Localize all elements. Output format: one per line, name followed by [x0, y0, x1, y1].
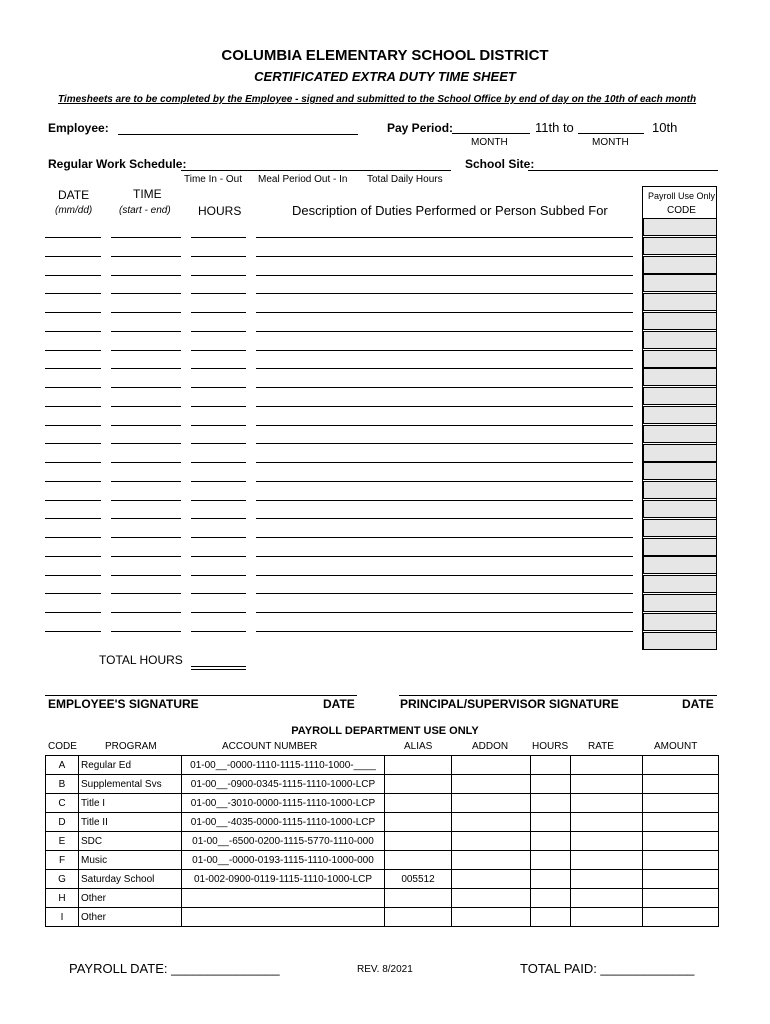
- payroll-code-cell[interactable]: [643, 500, 717, 518]
- payroll-code: I: [46, 908, 79, 927]
- payroll-account: 01-00__-0000-0193-1115-1110-1000-000: [182, 851, 385, 870]
- hours-cell[interactable]: [191, 275, 246, 276]
- payroll-code: G: [46, 870, 79, 889]
- hours-cell[interactable]: [191, 293, 246, 294]
- payroll-program: Title I: [79, 794, 182, 813]
- payroll-row: [46, 889, 719, 908]
- schedule-label: Regular Work Schedule:: [48, 157, 187, 171]
- description-cell[interactable]: [256, 481, 633, 482]
- date-cell[interactable]: [45, 443, 101, 444]
- hours-cell[interactable]: [191, 500, 246, 501]
- payroll-alias: [385, 889, 452, 908]
- payroll-alias: [385, 908, 452, 927]
- date-cell[interactable]: [45, 556, 101, 557]
- description-cell[interactable]: [256, 518, 633, 519]
- payroll-program: Other: [79, 908, 182, 927]
- time-cell[interactable]: [111, 256, 181, 257]
- hours-cell[interactable]: [191, 256, 246, 257]
- pt-col-amount: AMOUNT: [654, 741, 698, 752]
- school-site-field[interactable]: [528, 170, 718, 171]
- date-cell[interactable]: [45, 500, 101, 501]
- code-header: CODE: [667, 205, 696, 216]
- payroll-addon-cell[interactable]: [452, 832, 531, 851]
- form-subtitle: CERTIFICATED EXTRA DUTY TIME SHEET: [254, 69, 516, 84]
- hours-cell[interactable]: [191, 518, 246, 519]
- time-cell[interactable]: [111, 537, 181, 538]
- hours-cell[interactable]: [191, 350, 246, 351]
- payroll-code-cell[interactable]: [643, 331, 717, 349]
- payroll-addon-cell[interactable]: [452, 908, 531, 927]
- payroll-code-cell[interactable]: [643, 519, 717, 537]
- hours-cell[interactable]: [191, 406, 246, 407]
- payroll-amount-cell[interactable]: [643, 832, 719, 851]
- payroll-row: [46, 794, 719, 813]
- time-cell[interactable]: [111, 387, 181, 388]
- payroll-rate-cell[interactable]: [571, 889, 643, 908]
- payroll-code-cell[interactable]: [643, 293, 717, 311]
- payroll-addon-cell[interactable]: [452, 775, 531, 794]
- hours-cell[interactable]: [191, 462, 246, 463]
- date-cell[interactable]: [45, 612, 101, 613]
- payroll-code-cell[interactable]: [643, 444, 717, 462]
- hours-cell[interactable]: [191, 556, 246, 557]
- payroll-code-cell[interactable]: [643, 632, 717, 650]
- payroll-amount-cell[interactable]: [643, 908, 719, 927]
- date-cell[interactable]: [45, 481, 101, 482]
- payroll-row: [46, 908, 719, 927]
- payroll-row: [46, 756, 719, 775]
- payroll-rate-cell[interactable]: [571, 870, 643, 889]
- payroll-hours-cell[interactable]: [531, 832, 571, 851]
- total-hours-label: TOTAL HOURS: [99, 653, 183, 667]
- employee-field[interactable]: [118, 134, 358, 135]
- hours-cell[interactable]: [191, 387, 246, 388]
- payroll-code-cell[interactable]: [643, 312, 717, 330]
- date-cell[interactable]: [45, 462, 101, 463]
- principal-signature-line[interactable]: [399, 695, 717, 696]
- time-in-out-label: Time In - Out: [184, 174, 242, 185]
- payroll-code-cell[interactable]: [643, 425, 717, 443]
- payroll-code-cell[interactable]: [643, 594, 717, 612]
- payroll-code: C: [46, 794, 79, 813]
- payroll-rate-cell[interactable]: [571, 851, 643, 870]
- payroll-row: [46, 832, 719, 851]
- payroll-amount-cell[interactable]: [643, 794, 719, 813]
- payroll-addon-cell[interactable]: [452, 870, 531, 889]
- time-cell[interactable]: [111, 350, 181, 351]
- payroll-amount-cell[interactable]: [643, 813, 719, 832]
- time-cell[interactable]: [111, 443, 181, 444]
- payroll-program: Title II: [79, 813, 182, 832]
- payroll-code-cell[interactable]: [643, 368, 717, 386]
- school-site-label: School Site:: [465, 157, 535, 171]
- description-cell[interactable]: [256, 256, 633, 257]
- pt-col-hours: HOURS: [532, 741, 569, 752]
- hours-cell[interactable]: [191, 593, 246, 594]
- description-cell[interactable]: [256, 312, 633, 313]
- payroll-amount-cell[interactable]: [643, 870, 719, 889]
- schedule-field[interactable]: [181, 170, 451, 171]
- principal-signature-label: PRINCIPAL/SUPERVISOR SIGNATURE: [400, 697, 619, 711]
- hours-cell[interactable]: [191, 537, 246, 538]
- payroll-addon-cell[interactable]: [452, 851, 531, 870]
- date-cell[interactable]: [45, 275, 101, 276]
- payroll-row: [46, 813, 719, 832]
- payroll-alias: [385, 851, 452, 870]
- payroll-program: Saturday School: [79, 870, 182, 889]
- payroll-amount-cell[interactable]: [643, 775, 719, 794]
- total-hours-underline: [191, 669, 246, 670]
- payroll-program: Music: [79, 851, 182, 870]
- description-cell[interactable]: [256, 293, 633, 294]
- pt-col-code: CODE: [48, 741, 77, 752]
- date-header: DATE: [58, 188, 90, 202]
- payroll-hours-cell[interactable]: [531, 889, 571, 908]
- payroll-amount-cell[interactable]: [643, 889, 719, 908]
- description-cell[interactable]: [256, 275, 633, 276]
- payroll-program: Regular Ed: [79, 756, 182, 775]
- payroll-code-cell[interactable]: [643, 575, 717, 593]
- payroll-row: [46, 775, 719, 794]
- date-cell[interactable]: [45, 331, 101, 332]
- pay-month-2-field[interactable]: [578, 133, 644, 134]
- date-format: (mm/dd): [55, 205, 93, 216]
- payroll-use-header: Payroll Use Only: [648, 191, 716, 201]
- time-header: TIME: [133, 187, 162, 201]
- payroll-account: 01-00__-3010-0000-1115-1110-1000-LCP: [182, 794, 385, 813]
- date-cell[interactable]: [45, 425, 101, 426]
- payroll-alias: [385, 813, 452, 832]
- month-label-2: MONTH: [592, 137, 629, 148]
- total-paid: TOTAL PAID: _____________: [520, 961, 695, 976]
- employee-signature-line[interactable]: [45, 695, 357, 696]
- payroll-hours-cell[interactable]: [531, 775, 571, 794]
- pay-period-label: Pay Period:: [387, 121, 454, 135]
- payroll-code: H: [46, 889, 79, 908]
- payroll-code-cell[interactable]: [643, 256, 717, 274]
- pt-col-addon: ADDON: [472, 741, 509, 752]
- payroll-code-cell[interactable]: [643, 481, 717, 499]
- time-cell[interactable]: [111, 275, 181, 276]
- time-cell[interactable]: [111, 518, 181, 519]
- time-cell[interactable]: [111, 556, 181, 557]
- district-title: COLUMBIA ELEMENTARY SCHOOL DISTRICT: [221, 47, 549, 64]
- payroll-rate-cell[interactable]: [571, 794, 643, 813]
- description-cell[interactable]: [256, 575, 633, 576]
- payroll-code-cell[interactable]: [643, 462, 717, 480]
- date-cell[interactable]: [45, 593, 101, 594]
- hours-cell[interactable]: [191, 481, 246, 482]
- total-hours-field[interactable]: [191, 666, 246, 667]
- month-label-1: MONTH: [471, 137, 508, 148]
- description-cell[interactable]: [256, 425, 633, 426]
- payroll-addon-cell[interactable]: [452, 889, 531, 908]
- payroll-program: SDC: [79, 832, 182, 851]
- date-cell[interactable]: [45, 237, 101, 238]
- payroll-rate-cell[interactable]: [571, 813, 643, 832]
- hours-cell[interactable]: [191, 443, 246, 444]
- employee-date-label: DATE: [323, 697, 355, 711]
- hours-cell[interactable]: [191, 612, 246, 613]
- payroll-code-cell[interactable]: [643, 218, 717, 236]
- hours-cell[interactable]: [191, 237, 246, 238]
- description-cell[interactable]: [256, 500, 633, 501]
- description-cell[interactable]: [256, 368, 633, 369]
- date-cell[interactable]: [45, 406, 101, 407]
- payroll-rate-cell[interactable]: [571, 775, 643, 794]
- payroll-code-cell[interactable]: [643, 237, 717, 255]
- payroll-rate-cell[interactable]: [571, 908, 643, 927]
- payroll-rate-cell[interactable]: [571, 756, 643, 775]
- payroll-account: 01-00__-4035-0000-1115-1110-1000-LCP: [182, 813, 385, 832]
- hours-cell[interactable]: [191, 425, 246, 426]
- time-format: (start - end): [119, 205, 171, 216]
- time-cell[interactable]: [111, 368, 181, 369]
- payroll-alias: [385, 775, 452, 794]
- total-daily-hours-label: Total Daily Hours: [367, 174, 443, 185]
- payroll-hours-cell[interactable]: [531, 851, 571, 870]
- payroll-code-cell[interactable]: [643, 556, 717, 574]
- description-cell[interactable]: [256, 406, 633, 407]
- description-cell[interactable]: [256, 537, 633, 538]
- description-cell[interactable]: [256, 462, 633, 463]
- payroll-code: E: [46, 832, 79, 851]
- principal-date-label: DATE: [682, 697, 714, 711]
- payroll-row: [46, 851, 719, 870]
- pt-col-program: PROGRAM: [105, 741, 157, 752]
- payroll-alias: [385, 756, 452, 775]
- date-cell[interactable]: [45, 368, 101, 369]
- employee-label: Employee:: [48, 121, 109, 135]
- description-cell[interactable]: [256, 350, 633, 351]
- payroll-row: [46, 870, 719, 889]
- payroll-hours-cell[interactable]: [531, 756, 571, 775]
- hours-cell[interactable]: [191, 631, 246, 632]
- payroll-rate-cell[interactable]: [571, 832, 643, 851]
- payroll-code-cell[interactable]: [643, 613, 717, 631]
- payroll-addon-cell[interactable]: [452, 794, 531, 813]
- payroll-table: [45, 755, 719, 927]
- time-cell[interactable]: [111, 500, 181, 501]
- date-cell[interactable]: [45, 350, 101, 351]
- description-cell[interactable]: [256, 556, 633, 557]
- date-cell[interactable]: [45, 631, 101, 632]
- payroll-program: Supplemental Svs: [79, 775, 182, 794]
- description-cell[interactable]: [256, 331, 633, 332]
- date-cell[interactable]: [45, 256, 101, 257]
- time-cell[interactable]: [111, 293, 181, 294]
- instruction-text: Timesheets are to be completed by the Employee - signed and submitted to the School Office by end of day on the 10th of each month: [58, 94, 697, 105]
- payroll-code-cell[interactable]: [643, 274, 717, 292]
- hours-cell[interactable]: [191, 331, 246, 332]
- hours-cell[interactable]: [191, 368, 246, 369]
- pt-col-account: ACCOUNT NUMBER: [222, 741, 318, 752]
- time-cell[interactable]: [111, 481, 181, 482]
- time-cell[interactable]: [111, 462, 181, 463]
- description-header: Description of Duties Performed or Person Subbed For: [292, 203, 608, 218]
- payroll-hours-cell[interactable]: [531, 908, 571, 927]
- date-cell[interactable]: [45, 537, 101, 538]
- payroll-amount-cell[interactable]: [643, 756, 719, 775]
- payroll-code: D: [46, 813, 79, 832]
- payroll-date: PAYROLL DATE: _______________: [69, 961, 280, 976]
- payroll-hours-cell[interactable]: [531, 794, 571, 813]
- meal-period-label: Meal Period Out - In: [258, 174, 348, 185]
- payroll-code-cell[interactable]: [643, 387, 717, 405]
- pt-col-rate: RATE: [588, 741, 614, 752]
- payroll-account: 01-00__-6500-0200-1115-5770-1110-000: [182, 832, 385, 851]
- pay-from-text: 11th to: [535, 120, 574, 135]
- payroll-alias: [385, 794, 452, 813]
- payroll-alias: [385, 832, 452, 851]
- time-cell[interactable]: [111, 612, 181, 613]
- date-cell[interactable]: [45, 293, 101, 294]
- employee-signature-label: EMPLOYEE'S SIGNATURE: [48, 697, 199, 711]
- time-cell[interactable]: [111, 425, 181, 426]
- payroll-hours-cell[interactable]: [531, 813, 571, 832]
- hours-cell[interactable]: [191, 312, 246, 313]
- payroll-code-cell[interactable]: [643, 538, 717, 556]
- pt-col-alias: ALIAS: [404, 741, 433, 752]
- payroll-code-cell[interactable]: [643, 406, 717, 424]
- payroll-code: F: [46, 851, 79, 870]
- description-cell[interactable]: [256, 593, 633, 594]
- payroll-code: A: [46, 756, 79, 775]
- payroll-hours-cell[interactable]: [531, 870, 571, 889]
- date-cell[interactable]: [45, 312, 101, 313]
- time-cell[interactable]: [111, 593, 181, 594]
- date-cell[interactable]: [45, 575, 101, 576]
- description-cell[interactable]: [256, 237, 633, 238]
- payroll-account: 01-00__-0900-0345-1115-1110-1000-LCP: [182, 775, 385, 794]
- pay-month-1-field[interactable]: [452, 133, 530, 134]
- date-cell[interactable]: [45, 387, 101, 388]
- revision: REV. 8/2021: [357, 964, 413, 975]
- time-cell[interactable]: [111, 575, 181, 576]
- payroll-dept-title: PAYROLL DEPARTMENT USE ONLY: [291, 725, 479, 737]
- payroll-addon-cell[interactable]: [452, 756, 531, 775]
- payroll-account: [182, 889, 385, 908]
- time-cell[interactable]: [111, 406, 181, 407]
- description-cell[interactable]: [256, 443, 633, 444]
- payroll-program: Other: [79, 889, 182, 908]
- payroll-account: 01-002-0900-0119-1115-1110-1000-LCP: [182, 870, 385, 889]
- payroll-account: [182, 908, 385, 927]
- time-cell[interactable]: [111, 631, 181, 632]
- date-cell[interactable]: [45, 518, 101, 519]
- payroll-code-cell[interactable]: [643, 350, 717, 368]
- description-cell[interactable]: [256, 612, 633, 613]
- time-cell[interactable]: [111, 237, 181, 238]
- time-cell[interactable]: [111, 312, 181, 313]
- hours-header: HOURS: [198, 204, 242, 218]
- description-cell[interactable]: [256, 631, 633, 632]
- payroll-amount-cell[interactable]: [643, 851, 719, 870]
- pay-to-text: 10th: [652, 120, 678, 135]
- payroll-code: B: [46, 775, 79, 794]
- description-cell[interactable]: [256, 387, 633, 388]
- payroll-alias: 005512: [385, 870, 452, 889]
- payroll-addon-cell[interactable]: [452, 813, 531, 832]
- time-cell[interactable]: [111, 331, 181, 332]
- payroll-account: 01-00__-0000-1110-1115-1110-1000-____: [182, 756, 385, 775]
- hours-cell[interactable]: [191, 575, 246, 576]
